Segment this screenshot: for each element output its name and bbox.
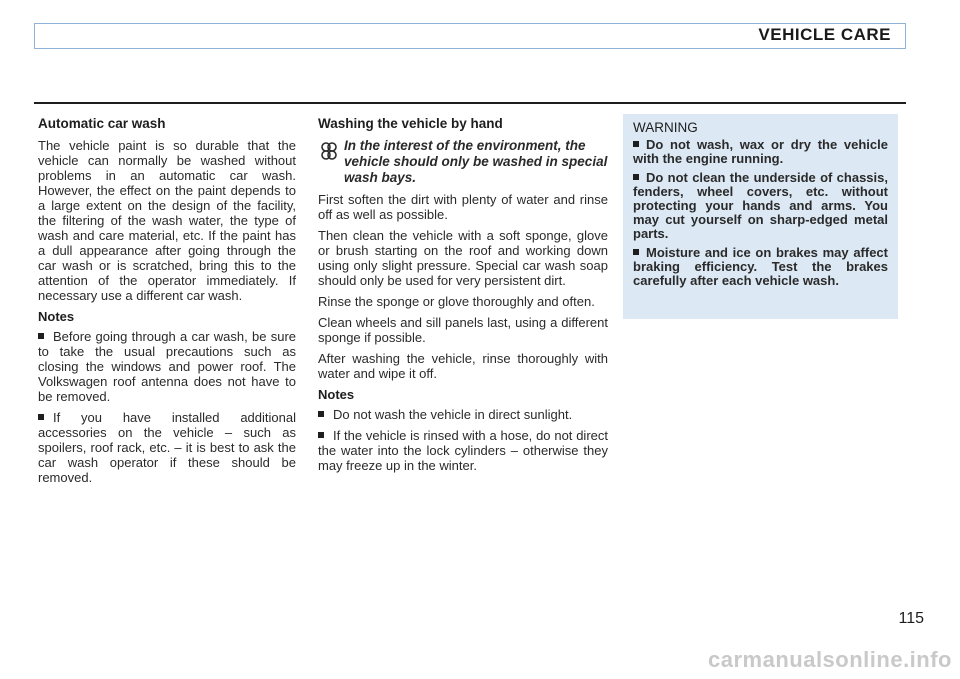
bullet-icon <box>318 411 324 417</box>
column-automatic-car-wash <box>38 116 296 491</box>
paragraph: Rinse the sponge or glove thoroughly and often. <box>318 294 595 309</box>
warning-item: Moisture and ice on brakes may affect braking efficiency. Test the brakes carefully after each vehicle wash. <box>633 245 888 288</box>
paragraph: After washing the vehicle, rinse thoroughly with water and wipe it off. <box>318 351 608 381</box>
warning-item: Do not wash, wax or dry the vehicle with the engine running. <box>633 137 888 166</box>
intro-paragraph: The vehicle paint is so durable that the vehicle can normally be washed without problems in an automatic car wash. However, the effect on the paint depends to a large extent on the design of the facility, the filtering of the wash water, the type of wash and care material, etc. If the paint has a dull appearance after going through the car wash or is scratched, bring this to the attention of the operator immediately. If necessary use a different car wash. <box>38 138 296 303</box>
bullet-icon <box>633 249 639 255</box>
watermark: carmanualsonline.info <box>708 647 952 672</box>
warning-title: WARNING <box>633 120 698 135</box>
section-title: VEHICLE CARE <box>758 25 891 44</box>
divider-rule <box>34 102 906 104</box>
note-item: Do not wash the vehicle in direct sunlight. <box>318 407 608 422</box>
bullet-icon <box>38 414 44 420</box>
warning-item: Do not clean the underside of chassis, fenders, wheel covers, etc. without protecting your hands and arms. You may cut yourself on sharp-edged metal parts. <box>633 170 888 241</box>
environment-leaf-icon <box>318 140 340 162</box>
environment-note-text: In the interest of the environment, the vehicle should only be washed in special wash bays. <box>344 138 608 185</box>
header-bar <box>34 23 906 49</box>
note-item: If you have installed additional accessories on the vehicle – such as spoilers, roof rack, etc. – it is best to ask the car wash operator if these should be removed. <box>38 410 296 485</box>
page-number: 115 <box>898 610 924 627</box>
bullet-icon <box>38 333 44 339</box>
bullet-icon <box>633 141 639 147</box>
paragraph: First soften the dirt with plenty of water and rinse off as well as possible. <box>318 192 608 222</box>
bullet-icon <box>633 174 639 180</box>
note-item: Before going through a car wash, be sure to take the usual precautions such as closing the windows and power roof. The Volkswagen roof antenna does not have to be removed. <box>38 329 296 404</box>
column-hand-wash <box>318 116 608 479</box>
paragraph: Then clean the vehicle with a soft sponge, glove or brush starting on the roof and working down using only slight pressure. Special car wash soap should only be used for very persistent dirt. <box>318 228 608 288</box>
bullet-icon <box>318 432 324 438</box>
environment-note <box>318 138 608 186</box>
notes-heading: Notes <box>318 387 355 402</box>
warning-box <box>623 114 898 319</box>
heading-automatic-car-wash: Automatic car wash <box>38 116 166 131</box>
note-item: If the vehicle is rinsed with a hose, do not direct the water into the lock cylinders – otherwise they may freeze up in the winter. <box>318 428 608 473</box>
notes-heading: Notes <box>38 309 75 324</box>
heading-hand-wash: Washing the vehicle by hand <box>318 116 503 131</box>
paragraph: Clean wheels and sill panels last, using a different sponge if possible. <box>318 315 608 345</box>
